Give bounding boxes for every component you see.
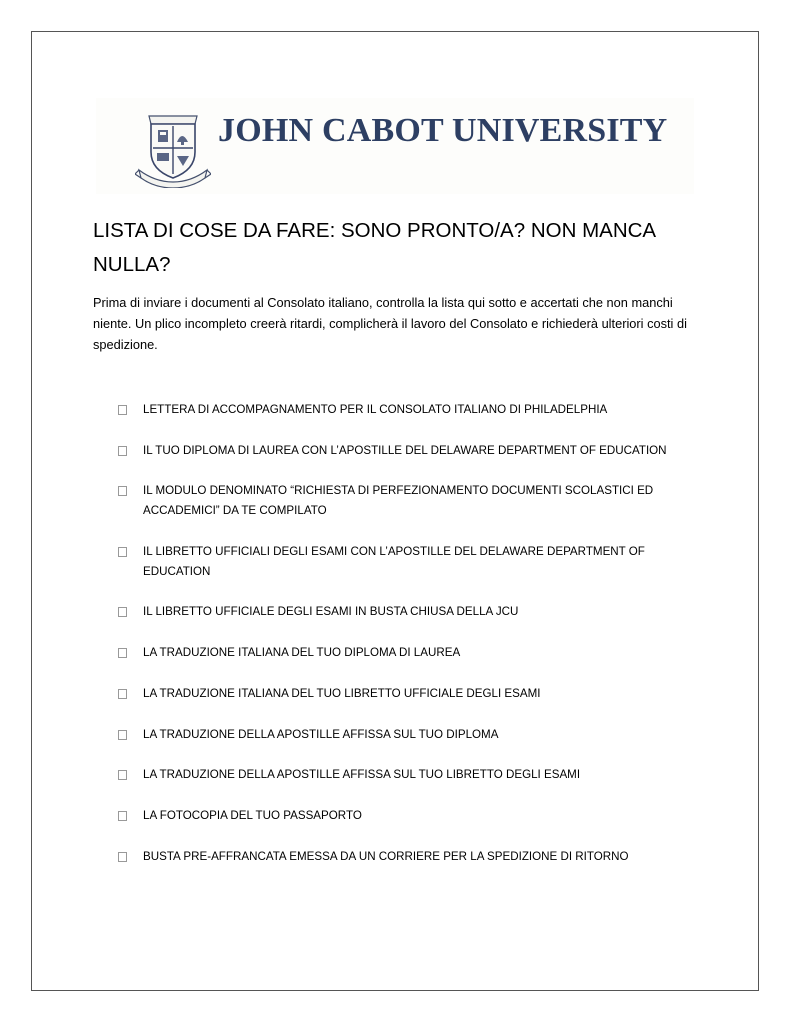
checklist-item-label: IL MODULO DENOMINATO “RICHIESTA DI PERFEZIONAMENTO DOCUMENTI SCOLASTICI ED ACCADEMICI” DA TE COMPILATO bbox=[143, 484, 654, 517]
checkbox-icon[interactable] bbox=[118, 486, 127, 496]
checklist-item bbox=[118, 725, 708, 745]
intro-paragraph: Prima di inviare i documenti al Consolato italiano, controlla la lista qui sotto e accertati che non manchi niente. Un plico incompleto creerà ritardi, complicherà il lavoro del Consolato e richiederà ulteriori costi di spedizione. bbox=[93, 295, 687, 352]
checklist-item bbox=[118, 481, 708, 521]
checklist-item-label: IL LIBRETTO UFFICIALE DEGLI ESAMI IN BUSTA CHIUSA DELLA JCU bbox=[143, 605, 519, 618]
checklist-item-label: LA FOTOCOPIA DEL TUO PASSAPORTO bbox=[143, 809, 362, 822]
checklist-item bbox=[118, 643, 708, 663]
checkbox-icon[interactable] bbox=[118, 689, 127, 699]
checklist-item-label: LA TRADUZIONE DELLA APOSTILLE AFFISSA SUL TUO LIBRETTO DEGLI ESAMI bbox=[143, 768, 581, 781]
checkbox-icon[interactable] bbox=[118, 730, 127, 740]
checklist-item bbox=[118, 400, 708, 420]
checkbox-icon[interactable] bbox=[118, 811, 127, 821]
checkbox-icon[interactable] bbox=[118, 852, 127, 862]
checklist-item-label: IL LIBRETTO UFFICIALI DEGLI ESAMI CON L’APOSTILLE DEL DELAWARE DEPARTMENT OF EDUCATION bbox=[143, 545, 645, 578]
university-crest-icon bbox=[135, 112, 211, 188]
checklist-item bbox=[118, 684, 708, 704]
checklist-item-label: LETTERA DI ACCOMPAGNAMENTO PER IL CONSOLATO ITALIANO DI PHILADELPHIA bbox=[143, 403, 608, 416]
checklist-item-label: LA TRADUZIONE ITALIANA DEL TUO DIPLOMA DI LAUREA bbox=[143, 646, 461, 659]
checkbox-icon[interactable] bbox=[118, 405, 127, 415]
university-name: JOHN CABOT UNIVERSITY bbox=[218, 112, 668, 149]
checklist-item-label: IL TUO DIPLOMA DI LAUREA CON L’APOSTILLE DEL DELAWARE DEPARTMENT OF EDUCATION bbox=[143, 444, 667, 457]
checklist-item-label: LA TRADUZIONE ITALIANA DEL TUO LIBRETTO UFFICIALE DEGLI ESAMI bbox=[143, 687, 541, 700]
checklist-item bbox=[118, 602, 708, 622]
checkbox-icon[interactable] bbox=[118, 547, 127, 557]
checklist-item bbox=[118, 542, 708, 582]
checkbox-icon[interactable] bbox=[118, 770, 127, 780]
checklist-item bbox=[118, 765, 708, 785]
checklist-item-label: BUSTA PRE-AFFRANCATA EMESSA DA UN CORRIERE PER LA SPEDIZIONE DI RITORNO bbox=[143, 850, 629, 863]
page-title: LISTA DI COSE DA FARE: SONO PRONTO/A? NON MANCA NULLA? bbox=[93, 219, 655, 276]
checkbox-icon[interactable] bbox=[118, 648, 127, 658]
checkbox-icon[interactable] bbox=[118, 446, 127, 456]
checklist-item bbox=[118, 806, 708, 826]
checkbox-icon[interactable] bbox=[118, 607, 127, 617]
checklist-item bbox=[118, 441, 708, 461]
checklist-item bbox=[118, 847, 708, 867]
checklist-item-label: LA TRADUZIONE DELLA APOSTILLE AFFISSA SUL TUO DIPLOMA bbox=[143, 728, 499, 741]
